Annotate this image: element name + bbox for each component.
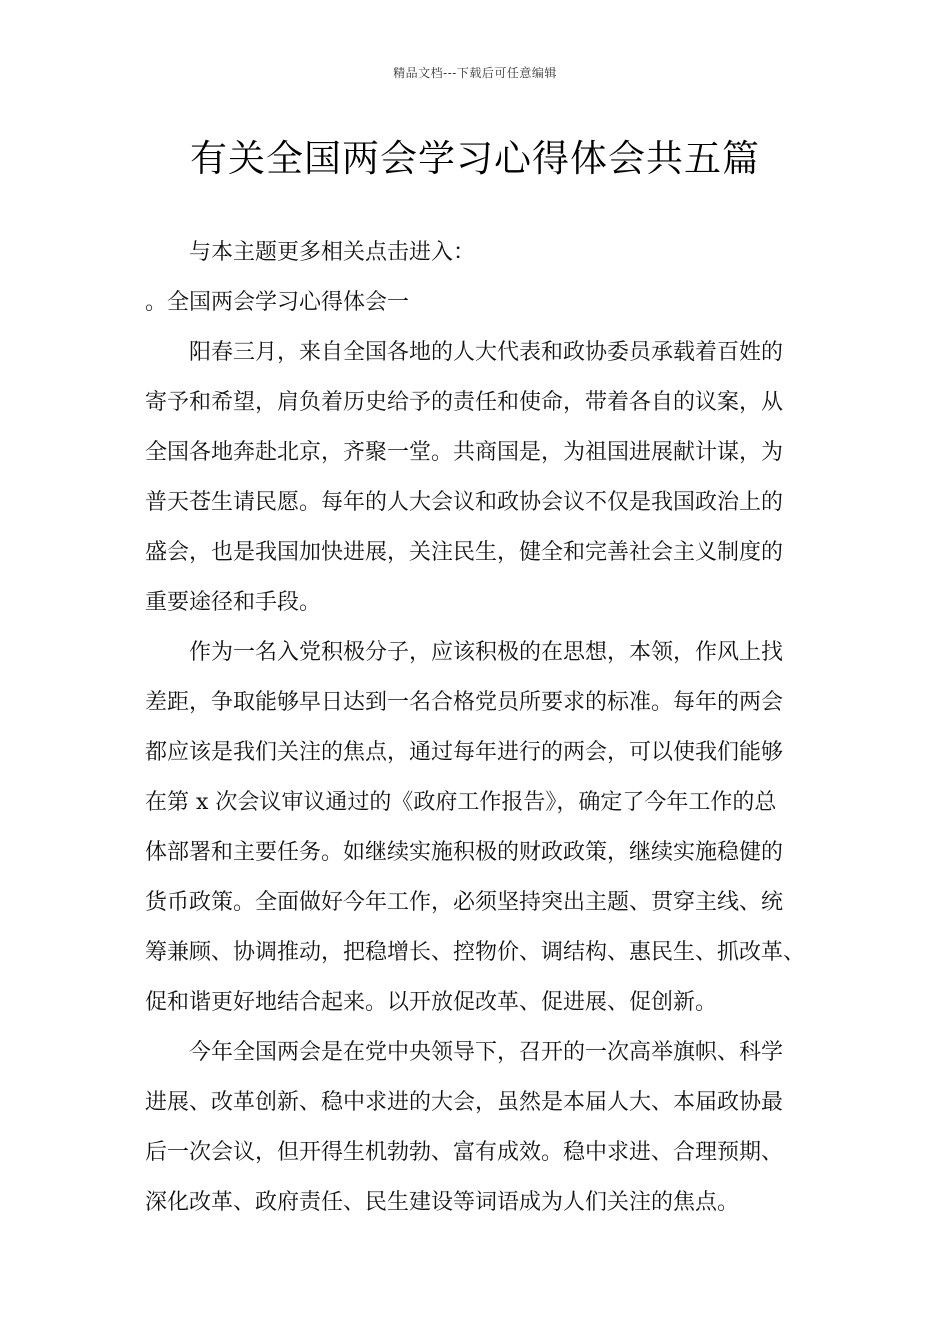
paragraph-line: 差距，争取能够早日达到一名合格党员所要求的标准。每年的两会 (145, 690, 784, 715)
section-heading[interactable]: 。全国两会学习心得体会一 (145, 290, 410, 315)
paragraph-line: 寄予和希望，肩负着历史给予的责任和使命，带着各自的议案，从 (145, 390, 784, 415)
paragraph-line: 作为一名入党积极分子，应该积极的在思想，本领，作风上找 (189, 640, 784, 665)
paragraph-line: 都应该是我们关注的焦点，通过每年进行的两会，可以使我们能够 (145, 740, 784, 765)
paragraph-line: 筹兼顾、协调推动，把稳增长、控物价、调结构、惠民生、抓改革、 (145, 940, 806, 965)
paragraph-line: 盛会，也是我国加快进展，关注民生，健全和完善社会主义制度的 (145, 540, 784, 565)
paragraph-line: 深化改革、政府责任、民生建设等词语成为人们关注的焦点。 (145, 1190, 740, 1215)
paragraph-line: 今年全国两会是在党中央领导下，召开的一次高举旗帜、科学 (189, 1040, 784, 1065)
paragraph-line: 重要途径和手段。 (145, 590, 322, 615)
page-header: 精品文档---下载后可任意编辑 (393, 66, 557, 80)
paragraph-line: 促和谐更好地结合起来。以开放促改革、促进展、促创新。 (145, 990, 718, 1015)
paragraph-line: 进展、改革创新、稳中求进的大会，虽然是本届人大、本届政协最 (145, 1090, 784, 1115)
paragraph-line: 货币政策。全面做好今年工作，必须坚持突出主题、贯穿主线、统 (145, 890, 784, 915)
paragraph-line: 普天苍生请民愿。每年的人大会议和政协会议不仅是我国政治上的 (145, 490, 784, 515)
paragraph-line: 在第 x 次会议审议通过的《政府工作报告》，确定了今年工作的总 (145, 790, 777, 815)
document-body (145, 228, 810, 1228)
intro-line: 与本主题更多相关点击进入： (189, 240, 476, 265)
paragraph-line: 体部署和主要任务。如继续实施积极的财政政策，继续实施稳健的 (145, 840, 784, 865)
document-title: 有关全国两会学习心得体会共五篇 (190, 137, 760, 180)
paragraph-line: 全国各地奔赴北京，齐聚一堂。共商国是，为祖国进展献计谋，为 (145, 440, 784, 465)
paragraph-line: 阳春三月，来自全国各地的人大代表和政协委员承载着百姓的 (189, 340, 784, 365)
paragraph-line: 后一次会议，但开得生机勃勃、富有成效。稳中求进、合理预期、 (145, 1140, 784, 1165)
